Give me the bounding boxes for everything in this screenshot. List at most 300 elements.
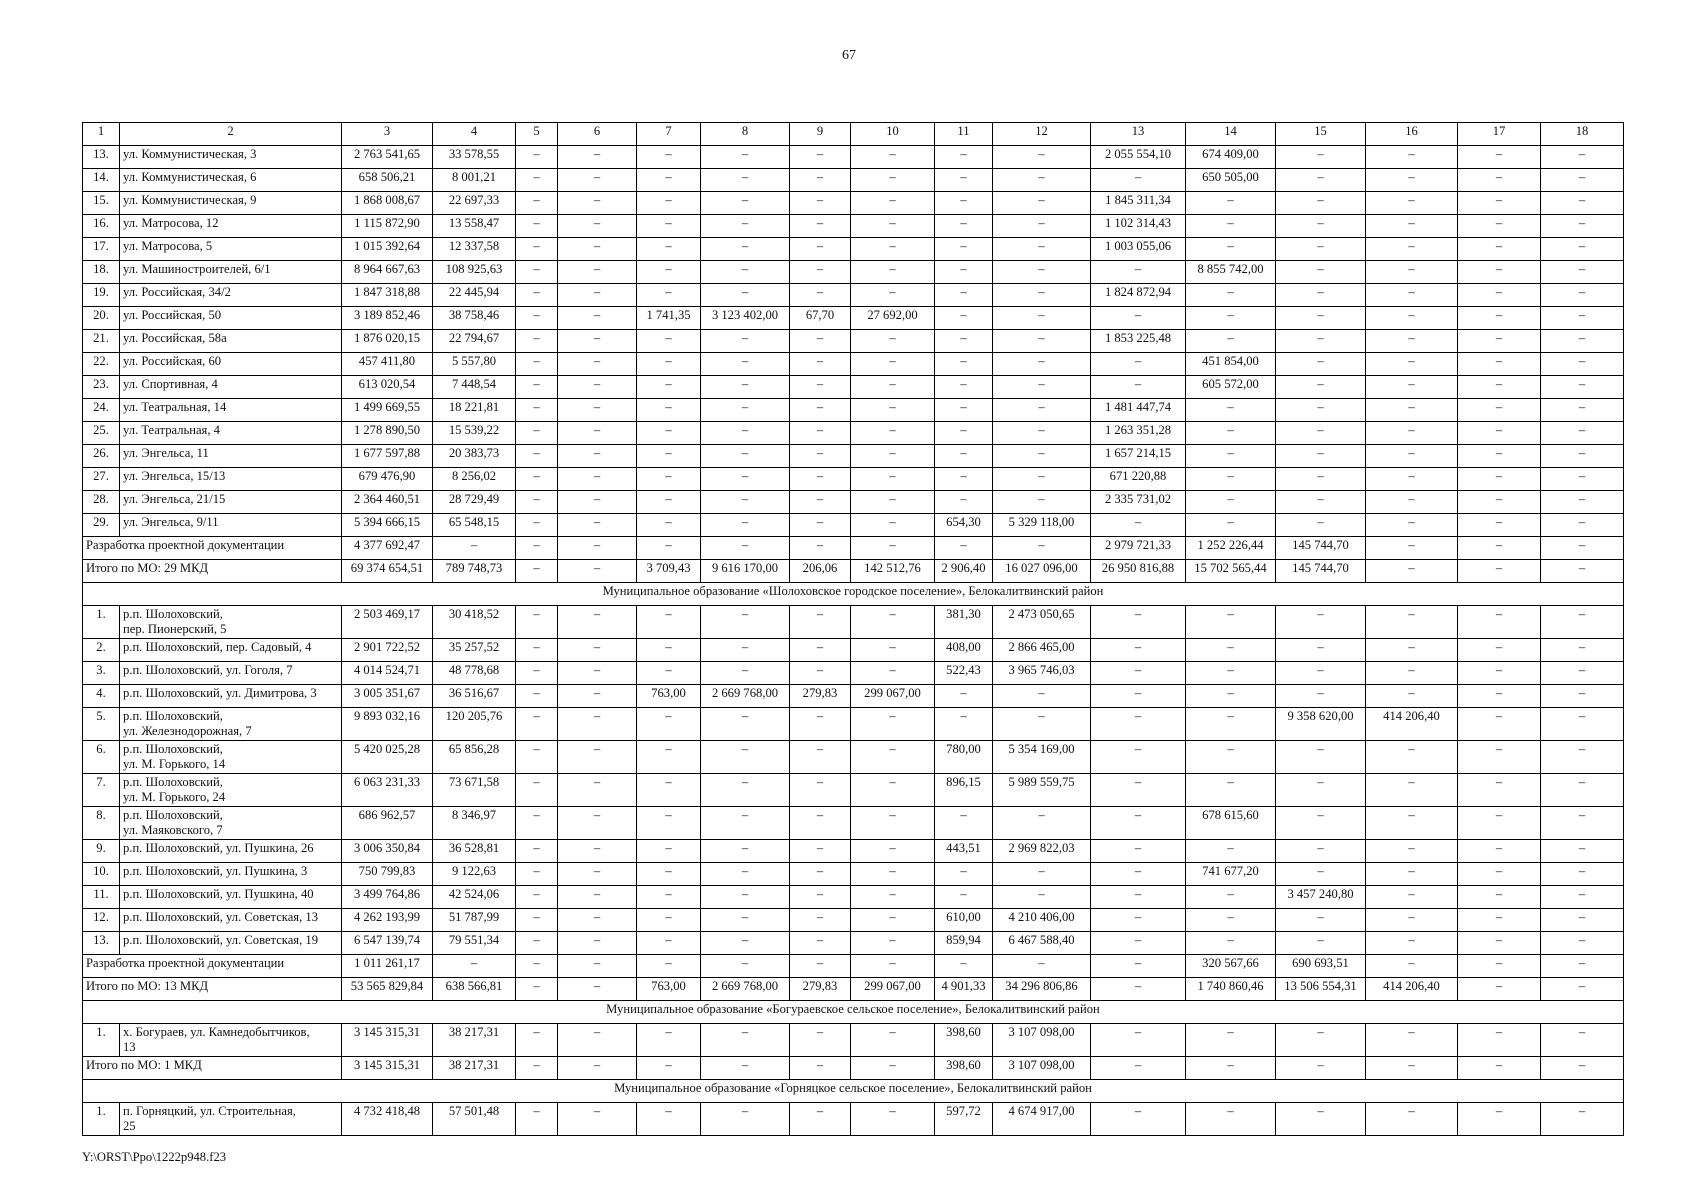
value-cell: – — [851, 215, 935, 238]
building-row — [83, 807, 1624, 840]
value-cell: – — [433, 537, 516, 560]
value-cell: – — [1276, 1024, 1366, 1057]
value-cell: – — [558, 662, 637, 685]
value-cell: – — [1458, 978, 1541, 1001]
value-cell: – — [790, 399, 851, 422]
building-row — [83, 192, 1624, 215]
value-cell: – — [637, 662, 701, 685]
building-row — [83, 215, 1624, 238]
value-cell: – — [1276, 639, 1366, 662]
value-cell: 5 420 025,28 — [342, 741, 433, 774]
value-cell: – — [516, 169, 558, 192]
row-index: 1. — [83, 1024, 120, 1057]
value-cell: – — [935, 215, 993, 238]
value-cell: 5 354 169,00 — [993, 741, 1091, 774]
value-cell: – — [516, 215, 558, 238]
value-cell: 5 329 118,00 — [993, 514, 1091, 537]
value-cell: – — [1366, 491, 1458, 514]
value-cell: – — [851, 399, 935, 422]
row-index: 12. — [83, 909, 120, 932]
value-cell: – — [1458, 192, 1541, 215]
value-cell: – — [516, 932, 558, 955]
municipality-heading: Муниципальное образование «Горняцкое сельское поселение», Белокалитвинский район — [83, 1080, 1624, 1103]
value-cell: – — [1091, 886, 1186, 909]
value-cell: – — [558, 932, 637, 955]
building-row — [83, 146, 1624, 169]
value-cell: – — [1366, 932, 1458, 955]
value-cell: – — [1186, 639, 1276, 662]
row-index: 6. — [83, 741, 120, 774]
value-cell: – — [701, 261, 790, 284]
value-cell: – — [1091, 376, 1186, 399]
value-cell: – — [1458, 708, 1541, 741]
value-cell: – — [1366, 261, 1458, 284]
row-index: 25. — [83, 422, 120, 445]
value-cell: 279,83 — [790, 685, 851, 708]
value-cell: – — [1091, 261, 1186, 284]
value-cell: – — [1186, 284, 1276, 307]
value-cell: – — [851, 376, 935, 399]
value-cell: 9 358 620,00 — [1276, 708, 1366, 741]
value-cell: – — [1186, 468, 1276, 491]
value-cell: – — [1366, 774, 1458, 807]
address-line: р.п. Шолоховский, — [123, 742, 223, 756]
address-cell — [120, 468, 342, 491]
value-cell: 279,83 — [790, 978, 851, 1001]
value-cell: 674 409,00 — [1186, 146, 1276, 169]
value-cell: – — [935, 261, 993, 284]
value-cell: – — [558, 685, 637, 708]
address-cell — [120, 909, 342, 932]
value-cell: 414 206,40 — [1366, 708, 1458, 741]
value-cell: 3 123 402,00 — [701, 307, 790, 330]
value-cell: – — [1186, 741, 1276, 774]
address-cell — [120, 840, 342, 863]
value-cell: – — [1091, 639, 1186, 662]
address-line: ул. Маяковского, 7 — [123, 823, 223, 837]
value-cell: – — [516, 639, 558, 662]
value-cell: – — [851, 639, 935, 662]
value-cell: – — [993, 215, 1091, 238]
value-cell: – — [637, 1103, 701, 1136]
value-cell: 12 337,58 — [433, 238, 516, 261]
address-line: ул. Машиностроителей, 6/1 — [123, 262, 271, 276]
address-line: 13 — [123, 1040, 136, 1054]
value-cell: – — [1276, 169, 1366, 192]
value-cell: – — [993, 284, 1091, 307]
value-cell: – — [637, 741, 701, 774]
row-index: 18. — [83, 261, 120, 284]
address-line: ул. Российская, 34/2 — [123, 285, 231, 299]
value-cell: – — [558, 261, 637, 284]
value-cell: – — [701, 606, 790, 639]
value-cell: 2 866 465,00 — [993, 639, 1091, 662]
value-cell: 1 853 225,48 — [1091, 330, 1186, 353]
value-cell: – — [558, 1057, 637, 1080]
value-cell: – — [1366, 330, 1458, 353]
value-cell: 4 014 524,71 — [342, 662, 433, 685]
value-cell: 51 787,99 — [433, 909, 516, 932]
column-number-row — [83, 123, 1624, 146]
row-index: 10. — [83, 863, 120, 886]
value-cell: 15 702 565,44 — [1186, 560, 1276, 583]
value-cell: – — [1276, 330, 1366, 353]
value-cell: – — [701, 169, 790, 192]
value-cell: – — [1366, 146, 1458, 169]
value-cell: 686 962,57 — [342, 807, 433, 840]
value-cell: – — [701, 774, 790, 807]
address-line: р.п. Шолоховский, — [123, 808, 223, 822]
value-cell: – — [1366, 606, 1458, 639]
value-cell: – — [1091, 307, 1186, 330]
value-cell: – — [1366, 955, 1458, 978]
row-index: 1. — [83, 606, 120, 639]
value-cell: – — [558, 537, 637, 560]
value-cell: – — [701, 932, 790, 955]
value-cell: – — [1276, 1103, 1366, 1136]
value-cell: 36 516,67 — [433, 685, 516, 708]
value-cell: – — [558, 445, 637, 468]
value-cell: – — [1458, 353, 1541, 376]
value-cell: – — [1186, 662, 1276, 685]
value-cell: – — [851, 284, 935, 307]
value-cell: – — [851, 909, 935, 932]
value-cell: – — [1541, 146, 1624, 169]
value-cell: 638 566,81 — [433, 978, 516, 1001]
value-cell: – — [637, 1057, 701, 1080]
value-cell: 1 263 351,28 — [1091, 422, 1186, 445]
value-cell: – — [1458, 741, 1541, 774]
value-cell: – — [637, 376, 701, 399]
value-cell: – — [1541, 1057, 1624, 1080]
value-cell: – — [993, 537, 1091, 560]
address-line: п. Горняцкий, ул. Строительная, — [123, 1104, 296, 1118]
address-line: ул. Матросова, 5 — [123, 239, 213, 253]
value-cell: – — [1366, 192, 1458, 215]
value-cell: – — [790, 886, 851, 909]
value-cell: – — [935, 807, 993, 840]
value-cell: 613 020,54 — [342, 376, 433, 399]
value-cell: – — [1276, 1057, 1366, 1080]
column-number: 7 — [637, 123, 701, 146]
value-cell: 597,72 — [935, 1103, 993, 1136]
value-cell: – — [935, 399, 993, 422]
value-cell: – — [1276, 840, 1366, 863]
column-number: 1 — [83, 123, 120, 146]
value-cell: 4 901,33 — [935, 978, 993, 1001]
value-cell: – — [637, 215, 701, 238]
value-cell: 1 278 890,50 — [342, 422, 433, 445]
value-cell: – — [558, 639, 637, 662]
value-cell: – — [1186, 606, 1276, 639]
value-cell: – — [993, 238, 1091, 261]
value-cell: – — [851, 840, 935, 863]
value-cell: 8 256,02 — [433, 468, 516, 491]
value-cell: 605 572,00 — [1186, 376, 1276, 399]
value-cell: 750 799,83 — [342, 863, 433, 886]
address-cell — [120, 932, 342, 955]
value-cell: – — [790, 932, 851, 955]
value-cell: – — [637, 708, 701, 741]
value-cell: 4 262 193,99 — [342, 909, 433, 932]
value-cell: – — [1276, 238, 1366, 261]
value-cell: 408,00 — [935, 639, 993, 662]
value-cell: – — [935, 445, 993, 468]
value-cell: – — [935, 863, 993, 886]
value-cell: – — [1091, 978, 1186, 1001]
value-cell: – — [1366, 909, 1458, 932]
value-cell: – — [701, 807, 790, 840]
value-cell: – — [701, 909, 790, 932]
value-cell: – — [993, 886, 1091, 909]
value-cell: – — [851, 886, 935, 909]
summary-row — [83, 560, 1624, 583]
value-cell: 65 856,28 — [433, 741, 516, 774]
value-cell: – — [1541, 708, 1624, 741]
value-cell: – — [1276, 514, 1366, 537]
value-cell: – — [1541, 639, 1624, 662]
value-cell: – — [558, 741, 637, 774]
value-cell: 1 011 261,17 — [342, 955, 433, 978]
value-cell: – — [1186, 1103, 1276, 1136]
value-cell: – — [790, 192, 851, 215]
value-cell: – — [1458, 215, 1541, 238]
value-cell: – — [701, 445, 790, 468]
address-cell — [120, 215, 342, 238]
value-cell: 57 501,48 — [433, 1103, 516, 1136]
value-cell: – — [790, 514, 851, 537]
address-cell — [120, 863, 342, 886]
value-cell: – — [1186, 330, 1276, 353]
value-cell: – — [790, 422, 851, 445]
value-cell: 1 115 872,90 — [342, 215, 433, 238]
value-cell: – — [558, 353, 637, 376]
value-cell: – — [790, 840, 851, 863]
municipality-heading-row — [83, 1080, 1624, 1103]
value-cell: – — [1276, 685, 1366, 708]
value-cell: 38 758,46 — [433, 307, 516, 330]
value-cell: – — [993, 863, 1091, 886]
value-cell: – — [993, 192, 1091, 215]
value-cell: 2 901 722,52 — [342, 639, 433, 662]
value-cell: – — [1458, 662, 1541, 685]
value-cell: – — [558, 330, 637, 353]
value-cell: – — [790, 1103, 851, 1136]
value-cell: – — [1458, 1103, 1541, 1136]
value-cell: – — [558, 238, 637, 261]
value-cell: – — [1366, 399, 1458, 422]
building-row — [83, 238, 1624, 261]
value-cell: – — [1186, 238, 1276, 261]
building-row — [83, 886, 1624, 909]
address-line: р.п. Шолоховский, — [123, 607, 223, 621]
row-index: 1. — [83, 1103, 120, 1136]
value-cell: – — [851, 192, 935, 215]
value-cell: – — [1366, 468, 1458, 491]
value-cell: – — [851, 491, 935, 514]
value-cell: 67,70 — [790, 307, 851, 330]
column-number: 5 — [516, 123, 558, 146]
value-cell: – — [1276, 491, 1366, 514]
value-cell: – — [993, 307, 1091, 330]
value-cell: – — [1458, 238, 1541, 261]
value-cell: 780,00 — [935, 741, 993, 774]
address-line: ул. Коммунистическая, 6 — [123, 170, 257, 184]
value-cell: – — [851, 445, 935, 468]
value-cell: – — [701, 399, 790, 422]
value-cell: – — [1186, 1024, 1276, 1057]
value-cell: 443,51 — [935, 840, 993, 863]
value-cell: 3 457 240,80 — [1276, 886, 1366, 909]
value-cell: 1 876 020,15 — [342, 330, 433, 353]
value-cell: 1 015 392,64 — [342, 238, 433, 261]
value-cell: – — [701, 1024, 790, 1057]
value-cell: 36 528,81 — [433, 840, 516, 863]
value-cell: – — [1186, 932, 1276, 955]
value-cell: – — [1458, 491, 1541, 514]
value-cell: – — [1366, 741, 1458, 774]
value-cell: – — [935, 192, 993, 215]
value-cell: – — [516, 909, 558, 932]
value-cell: – — [1091, 1057, 1186, 1080]
value-cell: – — [851, 537, 935, 560]
value-cell: – — [1276, 741, 1366, 774]
row-index: 26. — [83, 445, 120, 468]
value-cell: 65 548,15 — [433, 514, 516, 537]
value-cell: – — [1091, 932, 1186, 955]
value-cell: – — [558, 284, 637, 307]
value-cell: – — [558, 1103, 637, 1136]
building-row — [83, 284, 1624, 307]
value-cell: – — [1366, 662, 1458, 685]
value-cell: – — [1276, 863, 1366, 886]
address-cell — [120, 662, 342, 685]
value-cell: 38 217,31 — [433, 1024, 516, 1057]
value-cell: – — [1276, 353, 1366, 376]
value-cell: – — [1186, 1057, 1276, 1080]
value-cell: – — [1541, 741, 1624, 774]
value-cell: – — [1541, 685, 1624, 708]
value-cell: – — [516, 537, 558, 560]
address-cell — [120, 330, 342, 353]
value-cell: 30 418,52 — [433, 606, 516, 639]
value-cell: – — [1541, 955, 1624, 978]
value-cell: – — [701, 1103, 790, 1136]
summary-label: Итого по МО: 1 МКД — [83, 1057, 342, 1080]
value-cell: – — [516, 353, 558, 376]
value-cell: 457 411,80 — [342, 353, 433, 376]
value-cell: – — [790, 284, 851, 307]
value-cell: – — [1186, 399, 1276, 422]
value-cell: 142 512,76 — [851, 560, 935, 583]
value-cell: – — [637, 399, 701, 422]
value-cell: – — [1091, 741, 1186, 774]
value-cell: – — [701, 376, 790, 399]
value-cell: – — [516, 330, 558, 353]
value-cell: – — [637, 238, 701, 261]
value-cell: – — [558, 978, 637, 1001]
address-cell — [120, 307, 342, 330]
value-cell: – — [1541, 491, 1624, 514]
value-cell: – — [1276, 399, 1366, 422]
value-cell: – — [790, 537, 851, 560]
value-cell: 4 674 917,00 — [993, 1103, 1091, 1136]
building-row — [83, 491, 1624, 514]
building-row — [83, 863, 1624, 886]
column-number: 16 — [1366, 123, 1458, 146]
value-cell: – — [516, 774, 558, 807]
row-index: 14. — [83, 169, 120, 192]
address-line: ул. Энгельса, 21/15 — [123, 492, 226, 506]
building-row — [83, 741, 1624, 774]
address-line: ул. Российская, 58а — [123, 331, 227, 345]
value-cell: – — [1276, 445, 1366, 468]
building-row — [83, 840, 1624, 863]
value-cell: – — [1366, 863, 1458, 886]
value-cell: – — [1541, 307, 1624, 330]
value-cell: – — [558, 909, 637, 932]
value-cell: – — [701, 284, 790, 307]
value-cell: 5 989 559,75 — [993, 774, 1091, 807]
value-cell: – — [1541, 399, 1624, 422]
value-cell: – — [1458, 284, 1541, 307]
value-cell: 1 845 311,34 — [1091, 192, 1186, 215]
value-cell: – — [851, 708, 935, 741]
value-cell: 22 445,94 — [433, 284, 516, 307]
value-cell: – — [790, 741, 851, 774]
value-cell: – — [516, 399, 558, 422]
value-cell: 145 744,70 — [1276, 537, 1366, 560]
building-row — [83, 1103, 1624, 1136]
value-cell: – — [558, 399, 637, 422]
value-cell: – — [1276, 376, 1366, 399]
address-cell — [120, 445, 342, 468]
value-cell: – — [1366, 514, 1458, 537]
value-cell: 3 709,43 — [637, 560, 701, 583]
value-cell: – — [1541, 353, 1624, 376]
value-cell: – — [516, 146, 558, 169]
value-cell: 1 499 669,55 — [342, 399, 433, 422]
value-cell: – — [516, 261, 558, 284]
value-cell: – — [851, 238, 935, 261]
value-cell: – — [558, 840, 637, 863]
address-line: 25 — [123, 1119, 136, 1133]
value-cell: – — [851, 807, 935, 840]
address-cell — [120, 192, 342, 215]
value-cell: – — [516, 741, 558, 774]
value-cell: – — [701, 886, 790, 909]
address-line: ул. Российская, 50 — [123, 308, 222, 322]
address-cell — [120, 1103, 342, 1136]
value-cell: – — [637, 514, 701, 537]
value-cell: – — [851, 606, 935, 639]
value-cell: – — [1366, 307, 1458, 330]
value-cell: 15 539,22 — [433, 422, 516, 445]
address-line: пер. Пионерский, 5 — [123, 622, 227, 636]
value-cell: – — [1458, 955, 1541, 978]
value-cell: – — [558, 560, 637, 583]
summary-row — [83, 1057, 1624, 1080]
value-cell: – — [516, 840, 558, 863]
value-cell: – — [1276, 422, 1366, 445]
value-cell: – — [851, 146, 935, 169]
value-cell: 4 377 692,47 — [342, 537, 433, 560]
value-cell: – — [851, 955, 935, 978]
value-cell: – — [790, 353, 851, 376]
value-cell: – — [516, 238, 558, 261]
value-cell: – — [1458, 422, 1541, 445]
value-cell: – — [1458, 840, 1541, 863]
